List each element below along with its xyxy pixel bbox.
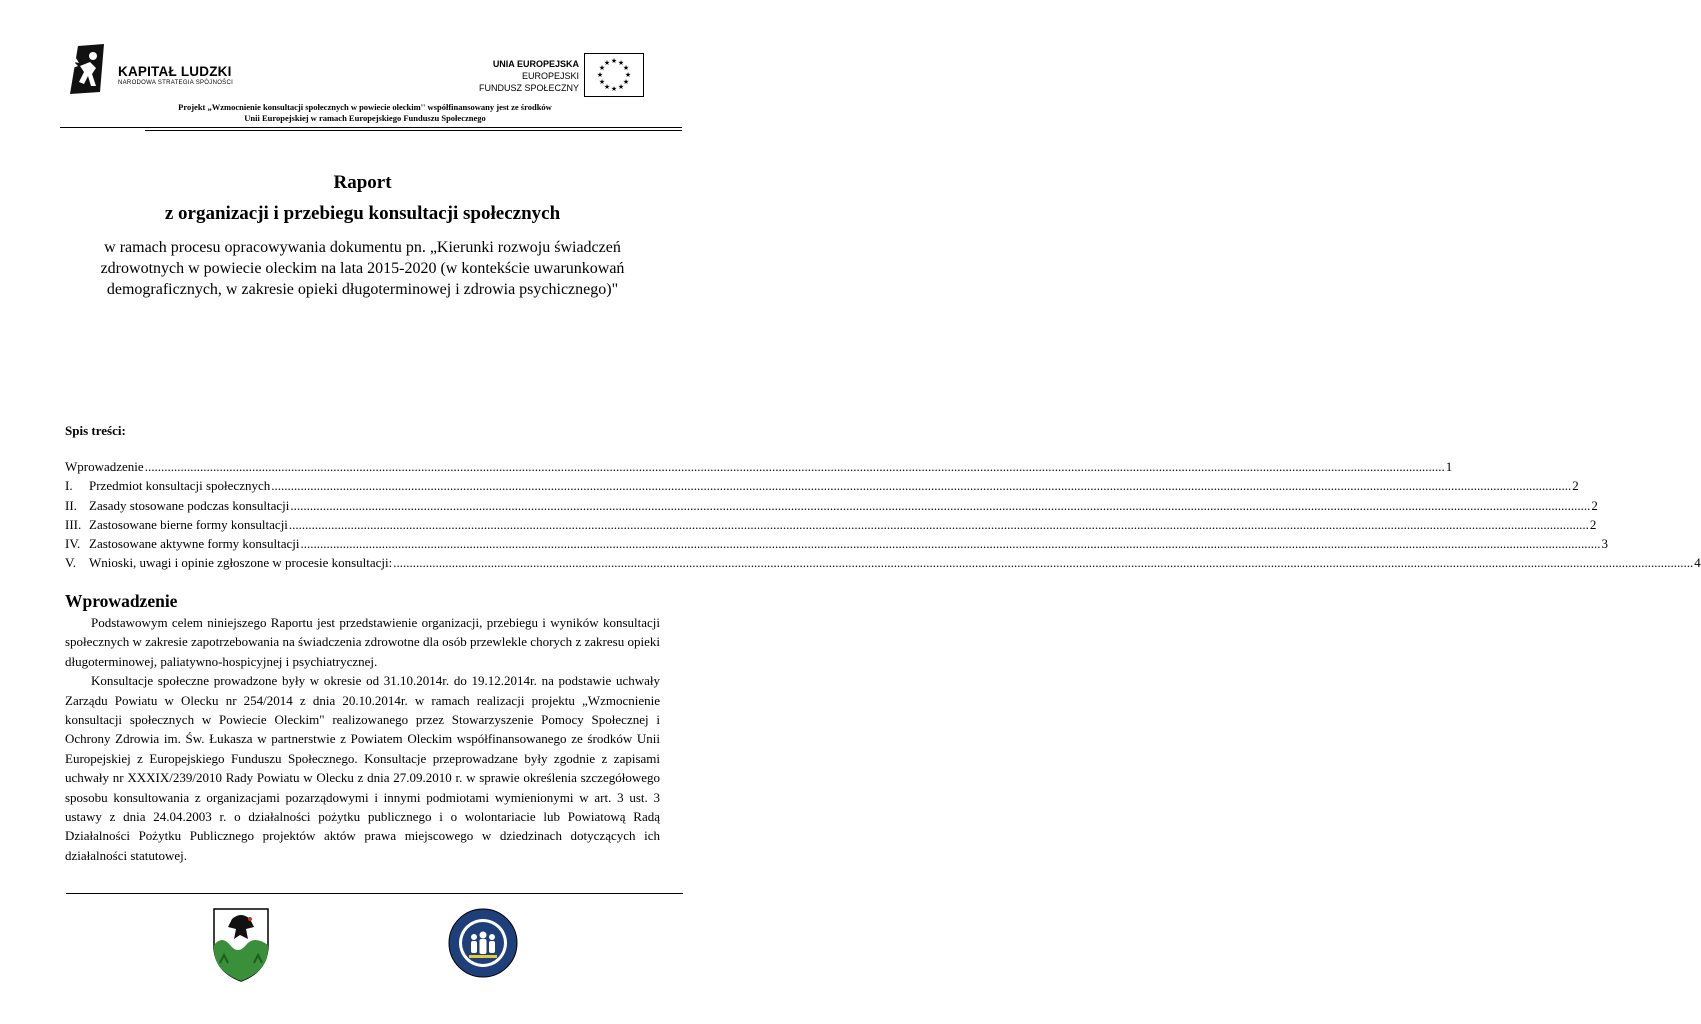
report-subtitle: w ramach procesu opracowywania dokumentu pn. „Kierunki rozwoju świadczeń zdrowotnych w powiecie oleckim na lata 2015-2020 (w kontekście uwarunkowań demograficznych, w zakresie opieki długoterminowej i zdrowia psychicznego)" — [100, 239, 625, 298]
svg-text:★: ★ — [598, 78, 606, 86]
project-line-2: Unii Europejskiej w ramach Europejskiego Funduszu Społecznego — [244, 113, 486, 123]
toc-item-leader: ................................................................................................................................................................................................................................................................................................................................................................................................................ — [144, 459, 1445, 474]
toc-item-leader: ................................................................................................................................................................................................................................................................................................................................................................................................................ — [271, 478, 1572, 494]
toc-item-page: 2 — [1589, 516, 1597, 532]
project-note — [60, 102, 670, 124]
section-heading: Wprowadzenie — [65, 591, 178, 611]
toc-item-number: II. — [65, 497, 77, 513]
eu-logo-text — [479, 58, 579, 94]
header-divider — [60, 127, 682, 128]
svg-text:★: ★ — [617, 83, 625, 91]
toc-item-number: I. — [65, 478, 73, 494]
toc-item-label: Przedmiot konsultacji społecznych — [89, 478, 271, 494]
svg-text:★: ★ — [598, 64, 606, 72]
header-divider-short — [145, 130, 682, 131]
project-line-1: Projekt „Wzmocnienie konsultacji społecznych w powiecie oleckim'' współfinansowany jest ze środków — [178, 102, 552, 112]
toc-item-page: 1 — [1445, 459, 1453, 474]
toc-item-page: 2 — [1591, 497, 1598, 513]
paragraph-1: Podstawowym celem niniejszego Raportu jest przedstawienie organizacji, przebiegu i wyników konsultacji społecznych w zakresie zapotrzebowania na świadczenia zdrowotne dla osób przewlekle chorych z zakresu opieki długoterminowej, paliatywno-hospicyjnej i psychiatrycznej. — [65, 615, 660, 669]
toc-item[interactable] — [65, 478, 1579, 497]
toc-item[interactable] — [65, 536, 1608, 555]
svg-text:★: ★ — [603, 59, 611, 67]
report-title: Raport — [333, 172, 392, 193]
kapital-ludzki-subtitle: NARODOWA STRATEGIA SPÓJNOŚCI — [118, 80, 234, 86]
svg-text:★: ★ — [603, 83, 611, 91]
toc-item-number: III. — [65, 516, 82, 532]
toc-item-label: Zasady stosowane podczas konsultacji — [89, 497, 290, 513]
toc-heading: Spis treści: — [65, 423, 126, 438]
toc-item-leader: ................................................................................................................................................................................................................................................................................................................................................................................................................ — [288, 516, 1589, 532]
powiat-crest-icon — [210, 905, 272, 983]
svg-text:★: ★ — [622, 78, 630, 86]
toc-item-label: Wprowadzenie — [65, 459, 144, 474]
association-badge-icon — [447, 907, 519, 979]
toc-item[interactable] — [65, 555, 1701, 574]
svg-text:★: ★ — [610, 57, 618, 65]
eu-flag-icon — [584, 53, 644, 97]
svg-text:★: ★ — [596, 71, 604, 79]
svg-text:★: ★ — [617, 59, 625, 67]
toc-item[interactable] — [65, 459, 1453, 478]
paragraph-2: Konsultacje społeczne prowadzone były w okresie od 31.10.2014r. do 19.12.2014r. na podstawie uchwały Zarządu Powiatu w Olecku nr 254/2014 z dnia 20.10.2014r. w ramach realizacji projektu „Wzmocnienie konsultacji społecznych w Powiecie Oleckim" realizowanego przez Stowarzyszenie Pomocy Społecznej i Ochrony Zdrowia im. Św. Łukasza w partnerstwie z Powiatem Oleckim współfinansowanego ze środków Unii Europejskiej z Europejskiego Funduszu Społecznego. Konsultacje przeprowadzane były zgodnie z zapisami uchwały nr XXXIX/239/2010 Rady Powiatu w Olecku z dnia 27.09.2010 r. w sprawie określenia szczegółowego sposobu konsultowania z organizacjami pozarządowymi i innymi podmiotami wymienionymi w art. 3 ust. 3 ustawy z dnia 24.04.2003 r. o działalności pożytku publicznego i o wolontariacie lub Powiatową Radą Działalności Pożytku Publicznego projektów aktów prawa miejscowego w dziedzinach dotyczących ich działalności statutowej. — [65, 673, 660, 863]
table-of-contents — [65, 459, 1701, 575]
toc-item-page: 3 — [1601, 536, 1608, 552]
toc-item[interactable] — [65, 497, 1598, 517]
kapital-ludzki-logo-icon — [66, 44, 116, 94]
svg-text:★: ★ — [610, 85, 618, 93]
eu-line-3: FUNDUSZ SPOŁECZNY — [478, 83, 579, 93]
toc-item-label: Zastosowane aktywne formy konsultacji — [89, 536, 300, 552]
toc-item-number: V. — [65, 555, 76, 571]
toc-item-leader: ................................................................................................................................................................................................................................................................................................................................................................................................................ — [290, 497, 1591, 513]
kapital-ludzki-title: KAPITAŁ LUDZKI — [118, 64, 232, 79]
eu-line-1: UNIA EUROPEJSKA — [492, 59, 579, 69]
toc-item-page: 4 — [1694, 555, 1701, 571]
footer-divider — [66, 893, 683, 894]
toc-item-number: IV. — [65, 536, 81, 552]
toc-item-leader: ................................................................................................................................................................................................................................................................................................................................................................................................................ — [300, 536, 1601, 552]
section-body — [65, 613, 660, 865]
toc-item-leader: ................................................................................................................................................................................................................................................................................................................................................................................................................ — [393, 555, 1694, 571]
svg-text:★: ★ — [624, 71, 632, 79]
toc-item-label: Wnioski, uwagi i opinie zgłoszone w procesie konsultacji: — [89, 555, 393, 571]
svg-text:★: ★ — [622, 64, 630, 72]
eu-line-2: EUROPEJSKI — [521, 71, 579, 81]
report-title-line2: z organizacji i przebiegu konsultacji społecznych — [164, 203, 561, 224]
toc-item[interactable] — [65, 516, 1597, 536]
toc-item-label: Zastosowane bierne formy konsultacji — [89, 516, 288, 532]
toc-item-page: 2 — [1572, 478, 1579, 494]
